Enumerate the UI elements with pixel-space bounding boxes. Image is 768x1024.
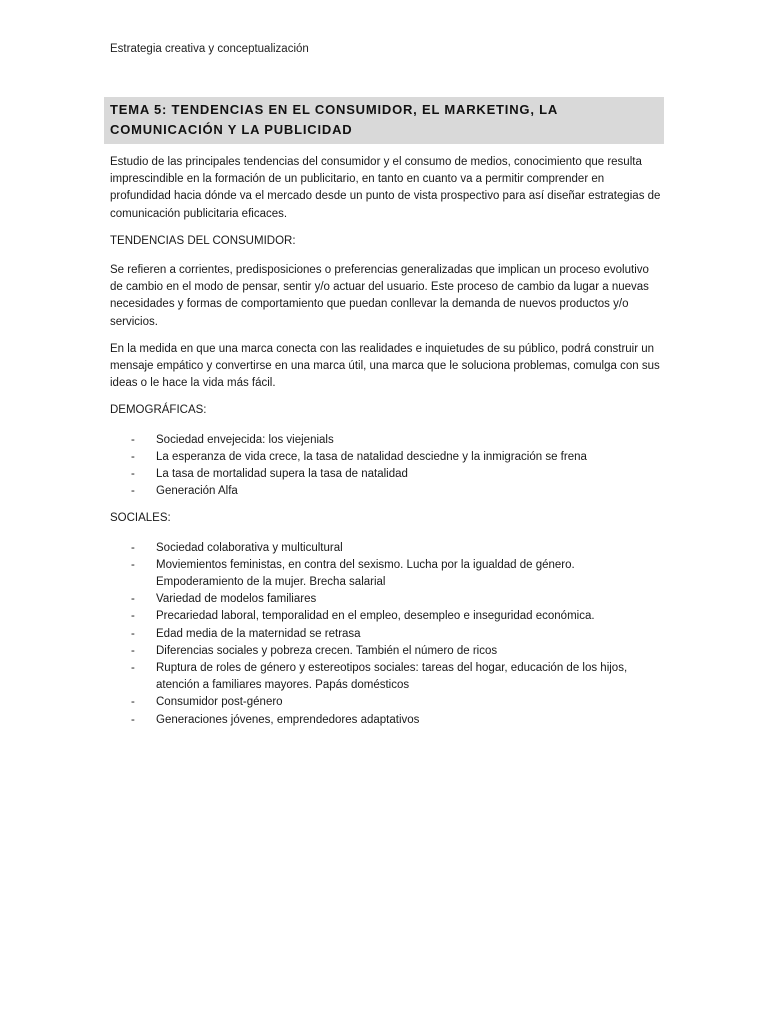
list-item	[110, 608, 662, 625]
list-item	[110, 643, 662, 660]
list-item-text: Diferencias sociales y pobreza crecen. También el número de ricos	[156, 644, 498, 657]
dash-bullet: -	[131, 541, 135, 554]
consumer-trends-paragraph-2: En la medida en que una marca conecta con las realidades e inquietudes de su público, podrá construir un mensaje empático y convertirse en una marca útil, una marca que le soluciona problemas, comulga con sus ideas o le hace la vida más fácil.	[110, 342, 660, 390]
dash-bullet: -	[131, 593, 135, 606]
list-item	[110, 626, 662, 643]
intro-paragraph: Estudio de las principales tendencias del consumidor y el consumo de medios, conocimiento que resulta imprescindible en la formación de un publicitario, en tanto en cuanto va a permitir comprender en profundidad hacia dónde va el mercado desde un punto de vista prospectivo para así diseñar estrategias de comunicación publicitaria eficaces.	[110, 156, 661, 220]
list-item-text: La tasa de mortalidad supera la tasa de natalidad	[156, 468, 408, 481]
list-item	[110, 660, 662, 694]
list-item-text: Consumidor post-género	[156, 696, 283, 709]
social-heading: SOCIALES:	[110, 512, 171, 525]
dash-bullet: -	[131, 696, 135, 709]
dash-bullet: -	[131, 713, 135, 726]
list-item-text: Sociedad colaborativa y multicultural	[156, 541, 343, 554]
list-item-text: La esperanza de vida crece, la tasa de natalidad desciedne y la inmigración se frena	[156, 450, 587, 463]
dash-bullet: -	[131, 644, 135, 657]
dash-bullet: -	[131, 627, 135, 640]
topic-title: TEMA 5: TENDENCIAS EN EL CONSUMIDOR, EL MARKETING, LA COMUNICACIÓN Y LA PUBLICIDAD	[110, 102, 558, 137]
list-item-text: Precariedad laboral, temporalidad en el empleo, desempleo e inseguridad económica.	[156, 610, 595, 623]
list-item-text: Generaciones jóvenes, emprendedores adaptativos	[156, 713, 420, 726]
list-item	[110, 694, 662, 711]
demographic-heading: DEMOGRÁFICAS:	[110, 404, 207, 417]
list-item	[110, 591, 662, 608]
list-item-text: Edad media de la maternidad se retrasa	[156, 627, 361, 640]
list-item	[110, 712, 662, 729]
list-item	[110, 432, 662, 449]
list-item-text: Generación Alfa	[156, 485, 238, 498]
consumer-trends-heading: TENDENCIAS DEL CONSUMIDOR:	[110, 234, 296, 247]
list-item-text: Moviemientos feministas, en contra del sexismo. Lucha por la igualdad de género. Empoderamiento de la mujer. Brecha salarial	[156, 558, 575, 589]
list-item-text: Variedad de modelos familiares	[156, 593, 317, 606]
social-list	[110, 540, 662, 729]
dash-bullet: -	[131, 450, 135, 463]
dash-bullet: -	[131, 433, 135, 446]
list-item-text: Sociedad envejecida: los viejenials	[156, 433, 334, 446]
list-item	[110, 449, 662, 466]
document-body	[110, 154, 662, 739]
consumer-trends-paragraph-1: Se refieren a corrientes, predisposiciones o preferencias generalizadas que implican un proceso evolutivo de cambio en el modo de pensar, sentir y/o actuar del usuario. Este proceso de cambio da lugar a nuevas necesidades y formas de comportamiento que puedan conllevar la demanda de nuevos productos y/o servicios.	[110, 264, 649, 328]
list-item	[110, 466, 662, 483]
dash-bullet: -	[131, 468, 135, 481]
list-item	[110, 540, 662, 557]
running-header: Estrategia creativa y conceptualización	[110, 43, 309, 55]
list-item	[110, 483, 662, 500]
list-item-text: Ruptura de roles de género y estereotipos sociales: tareas del hogar, educación de los hijos, atención a familiares mayores. Papás domésticos	[156, 662, 628, 692]
dash-bullet: -	[131, 485, 135, 498]
demographic-list	[110, 432, 662, 501]
dash-bullet: -	[131, 610, 135, 623]
dash-bullet: -	[131, 558, 135, 571]
list-item	[110, 557, 662, 591]
topic-title-box	[104, 97, 664, 144]
dash-bullet: -	[131, 662, 135, 675]
